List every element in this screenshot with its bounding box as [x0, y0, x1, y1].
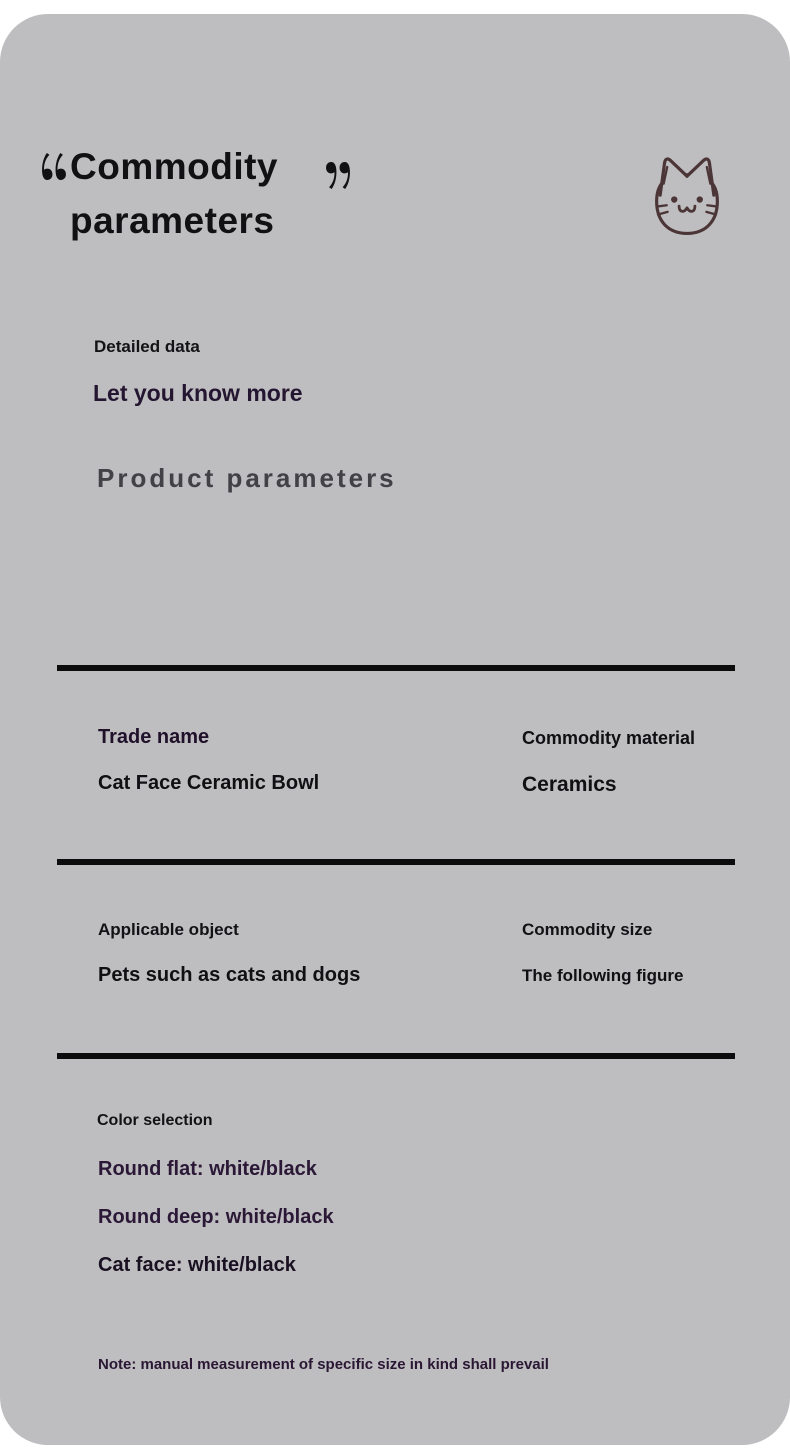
- divider: [57, 859, 735, 865]
- applicable-object-value: Pets such as cats and dogs: [98, 964, 361, 986]
- know-more-subtitle: Let you know more: [93, 380, 303, 406]
- divider: [57, 665, 735, 671]
- trade-name-label: Trade name: [98, 726, 210, 748]
- commodity-material-label: Commodity material: [522, 728, 696, 748]
- color-option-round-flat: Round flat: white/black: [98, 1158, 317, 1180]
- color-option-cat-face: Cat face: white/black: [98, 1254, 296, 1276]
- divider: [57, 1053, 735, 1059]
- product-parameters-heading: Product parameters: [97, 463, 397, 493]
- page-title: Commodity parameters: [70, 146, 278, 241]
- cat-face-icon: [643, 152, 731, 240]
- applicable-object-label: Applicable object: [98, 920, 239, 939]
- detailed-data-label: Detailed data: [94, 337, 200, 356]
- commodity-size-value: The following figure: [522, 966, 684, 985]
- product-parameters-card: [0, 14, 790, 1445]
- color-selection-label: Color selection: [97, 1112, 213, 1129]
- color-option-round-deep: Round deep: white/black: [98, 1206, 334, 1228]
- closing-double-quote-icon: [326, 162, 350, 189]
- commodity-size-label: Commodity size: [522, 920, 653, 939]
- commodity-material-value: Ceramics: [522, 773, 617, 796]
- opening-double-quote-icon: [42, 153, 66, 180]
- trade-name-value: Cat Face Ceramic Bowl: [98, 772, 320, 794]
- measurement-note: Note: manual measurement of specific size in kind shall prevail: [98, 1356, 549, 1373]
